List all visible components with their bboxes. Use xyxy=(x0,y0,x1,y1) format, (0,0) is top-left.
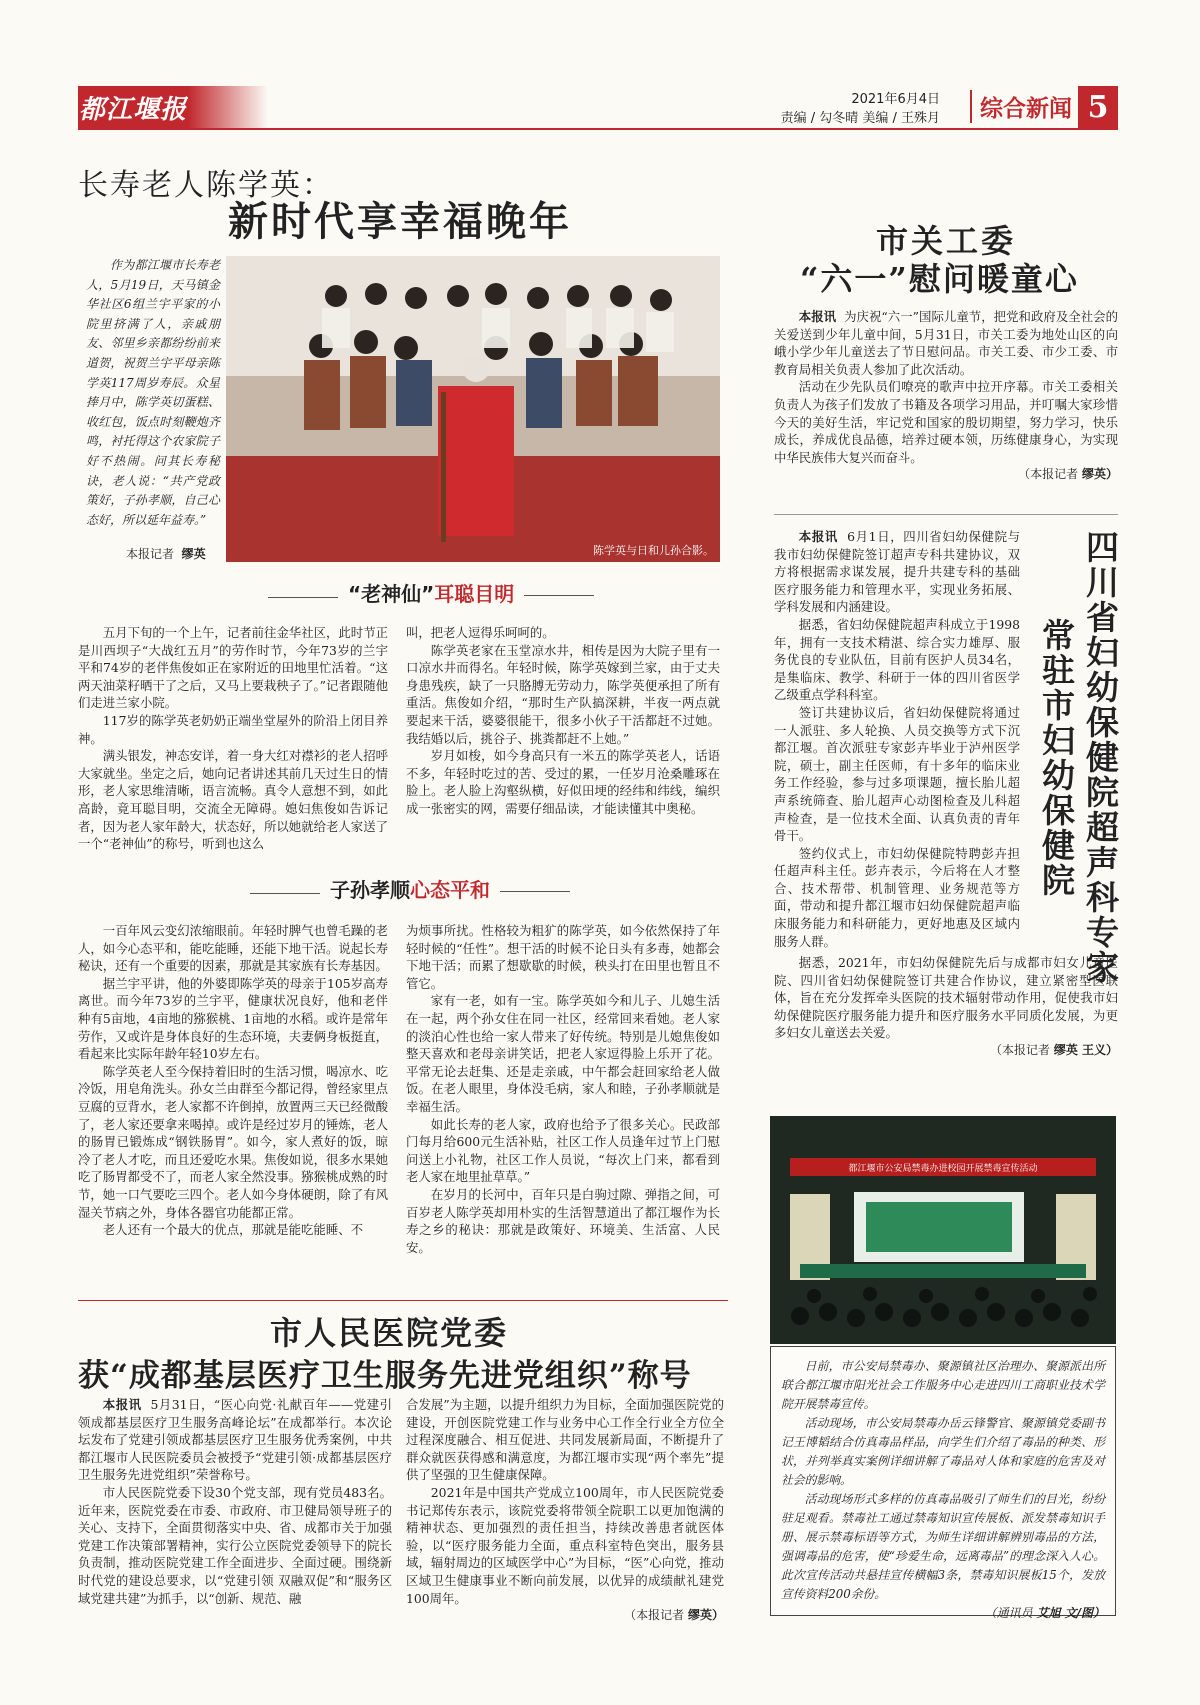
editor-credits: 责编 / 勾冬晴 美编 / 王殊月 xyxy=(780,111,940,126)
paragraph: 老人还有一个最大的优点，那就是能吃能睡、不 xyxy=(102,1222,363,1238)
story3-title-2: 常驻市妇幼保健院 xyxy=(1037,618,1076,898)
story3-title-1: 四川省妇幼保健院超声科专家 xyxy=(1081,530,1120,985)
anti-drug-article xyxy=(770,1346,1116,1620)
section-name: 综合新闻 xyxy=(970,90,1072,123)
paragraph: 为烦事所扰。性格较为粗犷的陈学英，如今依然保持了年轻时候的“任性”。想干活的时候不论日头有多毒，她都会下地干活；而累了想歇歇的时候，秧头打在田里也暂且不管它。 xyxy=(406,923,720,991)
anti-drug-event-photo xyxy=(770,1116,1116,1344)
paragraph: 据悉，2021年，市妇幼保健院先后与成都市妇女儿童医院、四川省妇幼保健院签订共建合作协议，建立紧密型医联体，旨在充分发挥牵头医院的技术辐射带动作用，促使我市妇幼保健院医疗服务能力提升和医疗服务水平同质化发展，为更多妇女儿童送去关爱。 xyxy=(774,955,1118,1041)
sig-label: （本报记者 xyxy=(1018,467,1079,482)
story3-body-end xyxy=(774,954,1118,1060)
story4-title-2: 获“成都基层医疗卫生服务先进党组织”称号 xyxy=(78,1358,692,1394)
paragraph: 签约仪式上，市妇幼保健院特聘彭卉担任超声科主任。彭卉表示，今后将在人才整合、技术帮带、机制管理、业务规范等方面，带动和提升都江堰市妇幼保健院超声临床服务能力和科研能力，更好地惠及区域内服务人群。 xyxy=(774,845,1020,949)
sig-label: （本报记者 xyxy=(989,1042,1050,1057)
event-banner-text: 都江堰市公安局禁毒办进校园开展禁毒宣传活动 xyxy=(848,1164,1038,1174)
paragraph: 在岁月的长河中，百年只是白驹过隙、弹指之间，可百岁老人陈学英却用朴实的生活智慧道出了都江堰作为长寿之乡的秘诀：那就是政策好、环境美、生活富、人民安。 xyxy=(406,1186,720,1255)
story1-intro-text: 作为都江堰市长寿老人，5月19日，天马镇金华社区6组兰宇平家的小院里挤满了人，亲戚朋友、邻里乡亲都纷纷前来道贺，祝贺兰宇平母亲陈学英117周岁寿辰。众星捧月中，陈学英切蛋糕、收红包，饭点时刻鞭炮齐鸣，衬托得这个农家院子好不热闹。问其长寿秘诀，老人说：“共产党政策好，子孙孝顺，自己心态好，所以延年益寿。” xyxy=(86,258,220,527)
masthead xyxy=(78,86,1118,130)
photo-caption: 陈学英与日和儿孙合影。 xyxy=(593,544,714,557)
paragraph: 据悉，省妇幼保健院超声科成立于1998年，拥有一支技术精湛、综合实力雄厚、服务优良的专业队伍，目前有医护人员34名，是集临床、教学、科研于一体的四川省医学乙级重点学科科室。 xyxy=(774,616,1020,703)
story3-body xyxy=(774,528,1020,950)
paragraph-text: 5月31日，“医心向党·礼献百年——党建引领成都基层医疗卫生服务高峰论坛”在成都举行。本次论坛发布了党建引领成都基层医疗卫生服务优秀案例，中共都江堰市人民医院委员会被授予“党建引领·成都基层医疗卫生服务先进党组织”荣誉称号。 xyxy=(78,1397,392,1483)
story4-col2 xyxy=(406,1396,724,1625)
sig-label: （本报记者 xyxy=(624,1608,685,1623)
divider xyxy=(774,514,1118,515)
paragraph: 陈学英老家在玉堂凉水井，相传是因为大院子里有一口凉水井而得名。年轻时候，陈学英嫁到兰家，由于丈夫身患残疾，缺了一只胳膊无劳动力，陈学英便承担了所有重活。焦俊如介绍，“那时生产队搞深耕，半夜一两点就要起来干活，婆婆很能干，很多小伙子干活都赶不过她。我结婚以后，挑谷子、挑粪都赶不上她。” xyxy=(406,642,720,746)
subhead-decoration xyxy=(268,588,338,598)
paragraph: 家有一老，如有一宝。陈学英如今和儿子、儿媳生活在一起，两个孙女住在同一社区，经常回来看她。老人家的淡泊心性也给一家人带来了好传统。特别是儿媳焦俊如整天喜欢和老母亲讲笑话，把老人家逗得脸上乐开了花。平常无论去赶集、还是走亲戚，中午都会赶回家给老人做饭。在老人眼里，身体没毛病，家人和睦，子孙孝顺就是幸福生活。 xyxy=(406,993,720,1114)
story4-col1 xyxy=(78,1396,392,1607)
story1-kicker: 长寿老人陈学英： xyxy=(78,168,334,203)
byline-label: 本报记者 xyxy=(126,547,175,561)
subhead-2-red: 心态平和 xyxy=(410,878,490,902)
paragraph xyxy=(774,308,1118,378)
subhead-1-red: 耳聪目明 xyxy=(434,582,515,606)
paragraph: 活动现场，市公安局禁毒办岳云锋警官、聚源镇党委副书记王博韬结合仿真毒品样品，向学生们介绍了毒品的种类、形状，并列举真实案例详细讲解了毒品对人体和家庭的危害及对社会的影响。 xyxy=(781,1416,1105,1487)
story1-subhead-2 xyxy=(250,874,570,903)
story5-signature xyxy=(781,1604,1105,1623)
paragraph: 市人民医院党委下设30个党支部，现有党员483名。近年来，医院党委在市委、市政府、市卫健局领导班子的关心、支持下，全面贯彻落实中央、省、成都市关于加强党建工作决策部署精神，实行公立医院党委领导下的院长负责制，推动医院党建工作全面进步、全面过硬。围绕新时代党的建设总要求，以“党建引领 双融双促”和“服务区域党建共建”为抓手，以“创新、规范、融 xyxy=(78,1484,392,1606)
paragraph-text: 6月1日，四川省妇幼保健院与我市妇幼保健院签订超声专科共建协议，双方将根据需求谋发展，提升共建专科的基础医疗服务能力和管理水平，实现业务拓展、学科发展和内涵建设。 xyxy=(774,529,1020,615)
lead-tag: 本报讯 xyxy=(102,1397,142,1412)
paragraph: 如此长寿的老人家，政府也给予了很多关心。民政部门每月给600元生活补贴，社区工作人员逢年过节上门慰问送上小礼物，社区工作人员说，“每次上门来，都看到老人家在地里扯草草。” xyxy=(406,1116,720,1185)
story2-title-2: “六一”慰问暖童心 xyxy=(800,260,1079,298)
story1-headline: 新时代享幸福晚年 xyxy=(228,198,572,245)
issue-date: 2021年6月4日 xyxy=(851,92,940,107)
story2-body xyxy=(774,308,1118,484)
event-photo-illustration xyxy=(770,1116,1116,1344)
story1-sec2-col1 xyxy=(78,922,388,1239)
story4-signature xyxy=(406,1607,724,1625)
subhead-2-text: 子孙孝顺 xyxy=(330,878,410,902)
story3-signature xyxy=(774,1042,1118,1060)
paragraph: 陈学英老人至今保持着旧时的生活习惯，喝凉水、吃冷饭，用皂角洗头。孙女兰由群至今都记得，曾经家里点豆腐的豆背水，老人家都不许倒掉，放置两三天已经微酸了，老人家还要拿来喝掉。或许是经过岁月的锤炼，老人的肠胃已锻炼成“钢铁肠胃”。如今，家人煮好的饭，晾冷了老人才吃，而且还爱吃水果。焦俊如说，很多水果她吃了肠胃都受不了，而老人家全然没事。猕猴桃成熟的时节，她一口气要吃三四个。老人如今身体硬朗，除了有风湿关节病之外，身体各器官功能都正常。 xyxy=(78,1063,388,1220)
paragraph: 叫，把老人逗得乐呵呵的。 xyxy=(406,625,555,640)
paragraph: 一百年风云变幻浓缩眼前。年轻时脾气也曾毛躁的老人，如今心态平和，能吃能睡，还能下地干活。说起长寿秘诀，还有一个重要的因素，那就是其家族有长寿基因。 xyxy=(78,923,388,974)
story2-title-1: 市关工委 xyxy=(876,222,1017,260)
lead-tag: 本报讯 xyxy=(798,309,837,324)
subhead-1-text: “老神仙” xyxy=(348,582,435,606)
paragraph: 日前，市公安局禁毒办、聚源镇社区治理办、聚源派出所联合都江堰市阳光社会工作服务中心走进四川工商职业技术学院开展禁毒宣传。 xyxy=(781,1359,1105,1411)
divider xyxy=(78,1300,728,1301)
story2-signature xyxy=(774,466,1118,484)
paragraph: 岁月如梭，如今身高只有一米五的陈学英老人，话语不多，年轻时吃过的苦、受过的累，一任岁月沧桑雕琢在脸上。老人脸上沟壑纵横，好似田埂的经纬和纬线，编织成一张密实的网，需要仔细品读，才能读懂其中奥秘。 xyxy=(406,748,720,816)
sig-label: （通讯员 xyxy=(984,1606,1033,1620)
paragraph: 五月下旬的一个上午，记者前往金华社区，此时节正是川西坝子“大战红五月”的劳作时节，今年73岁的兰宇平和74岁的老伴焦俊如正在家附近的田地里忙活着。“这两天油菜籽晒干了之后，又马上要栽秧子了。”记者跟随他们走进兰家小院。 xyxy=(78,625,388,711)
paragraph: 117岁的陈学英老奶奶正端坐堂屋外的阶沿上闭目养神。 xyxy=(78,712,388,746)
paragraph xyxy=(774,528,1020,616)
paragraph: 满头银发，神态安详，着一身大红对襟衫的老人招呼大家就坐。坐定之后，她向记者讲述其前几天过生日的情形，老人家思维清晰，语言流畅。真令人意想不到，如此高龄，竟耳聪目明，交流全无障碍。媳妇焦俊如告诉记者，因为老人家年龄大，状态好，所以她就给老人家送了一个“老神仙”的称号，听到也这么 xyxy=(78,748,388,852)
family-photo xyxy=(226,256,720,562)
story1-byline xyxy=(126,545,206,562)
story1-sec1-col2 xyxy=(406,624,720,818)
newspaper-logo: 都江堰报 xyxy=(78,86,188,128)
paragraph xyxy=(78,1396,392,1484)
subhead-decoration xyxy=(524,595,594,605)
sig-name: 艾旭 文/图） xyxy=(1036,1606,1105,1620)
story1-sec1-col1 xyxy=(78,624,388,853)
paragraph: 2021年是中国共产党成立100周年，市人民医院党委书记郑传东表示，该院党委将带领全院职工以更加饱满的精神状态、更加强烈的责任担当，持续改善患者就医体验，以“医疗服务能力全面，重点科室特色突出，服务县域，辐射周边的区域医学中心”为目标，“医”心向党，推动区域卫生健康事业不断向前发展，以优异的成绩献礼建党100周年。 xyxy=(406,1484,724,1606)
sig-name: 缪英） xyxy=(1081,467,1118,482)
sig-name: 缪英 王义） xyxy=(1053,1042,1118,1057)
story1-intro xyxy=(86,256,220,530)
subhead-decoration xyxy=(500,891,570,901)
story1-sec2-col2 xyxy=(406,922,720,1256)
paragraph: 据兰宇平讲，他的外婆即陈学英的母亲于105岁高寿离世。而今年73岁的兰宇平，健康状况良好，他和老伴种有5亩地，4亩地的猕猴桃、1亩地的水稻。或许是常年劳作，又或许是身体良好的生态环境，夫妻俩身板挺直，看起来比实际年龄年轻10岁左右。 xyxy=(78,975,388,1062)
paragraph: 签订共建协议后，省妇幼保健院将通过一人派驻、多人轮换、人员交换等方式下沉都江堰。首次派驻专家彭卉毕业于泸州医学院，硕士，副主任医师，有十多年的临床业务工作经验，参与过多项课题，擅长胎儿超声系统筛查、胎儿超声心动图检查及儿科超声检查，是一位技术全面、认真负责的青年骨干。 xyxy=(774,704,1020,844)
sig-name: 缪英） xyxy=(687,1608,724,1623)
family-photo-illustration xyxy=(226,256,720,562)
story1-subhead-1 xyxy=(268,578,594,607)
paragraph: 活动在少先队员们嘹亮的歌声中拉开序幕。市关工委相关负责人为孩子们发放了书籍及各项学习用品，并叮嘱大家珍惜今天的美好生活，牢记党和国家的殷切期望，努力学习，快乐成长，养成优良品德，培养过硬本领，历练健康身心，为实现中华民族伟大复兴而奋斗。 xyxy=(774,379,1118,465)
paragraph: 合发展”为主题，以提升组织力为目标，全面加强医院党的建设，开创医院党建工作与业务中心工作全行业全方位全过程深度融合、相互促进、共同发展新局面，不断提升了群众就医获得感和满意度，为都江堰市实现“两个率先”提供了坚强的卫生健康保障。 xyxy=(406,1397,724,1483)
story4-title-1: 市人民医院党委 xyxy=(270,1314,509,1352)
subhead-decoration xyxy=(250,884,320,894)
page-number: 5 xyxy=(1078,86,1118,128)
paragraph: 活动现场形式多样的仿真毒品吸引了师生们的目光，纷纷驻足观看。禁毒社工通过禁毒知识宣传展板、派发禁毒知识手册、展示禁毒标语等方式，为师生详细讲解辨别毒品的方法，强调毒品的危害，使“珍爱生命，远离毒品”的理念深入人心。此次宣传活动共悬挂宣传横幅3条，禁毒知识展板15个，发放宣传资料200余份。 xyxy=(781,1492,1105,1601)
lead-tag: 本报讯 xyxy=(798,529,838,544)
paragraph-text: 为庆祝“六一”国际儿童节，把党和政府及全社会的关爱送到少年儿童中间，5月31日，市关工委为地处山区的向峨小学少年儿童送去了节日慰问品。市关工委、市少工委、市教育局相关负责人参加了此次活动。 xyxy=(774,309,1118,377)
logo-flag-decoration xyxy=(188,86,268,128)
byline-name: 缪英 xyxy=(181,547,206,561)
